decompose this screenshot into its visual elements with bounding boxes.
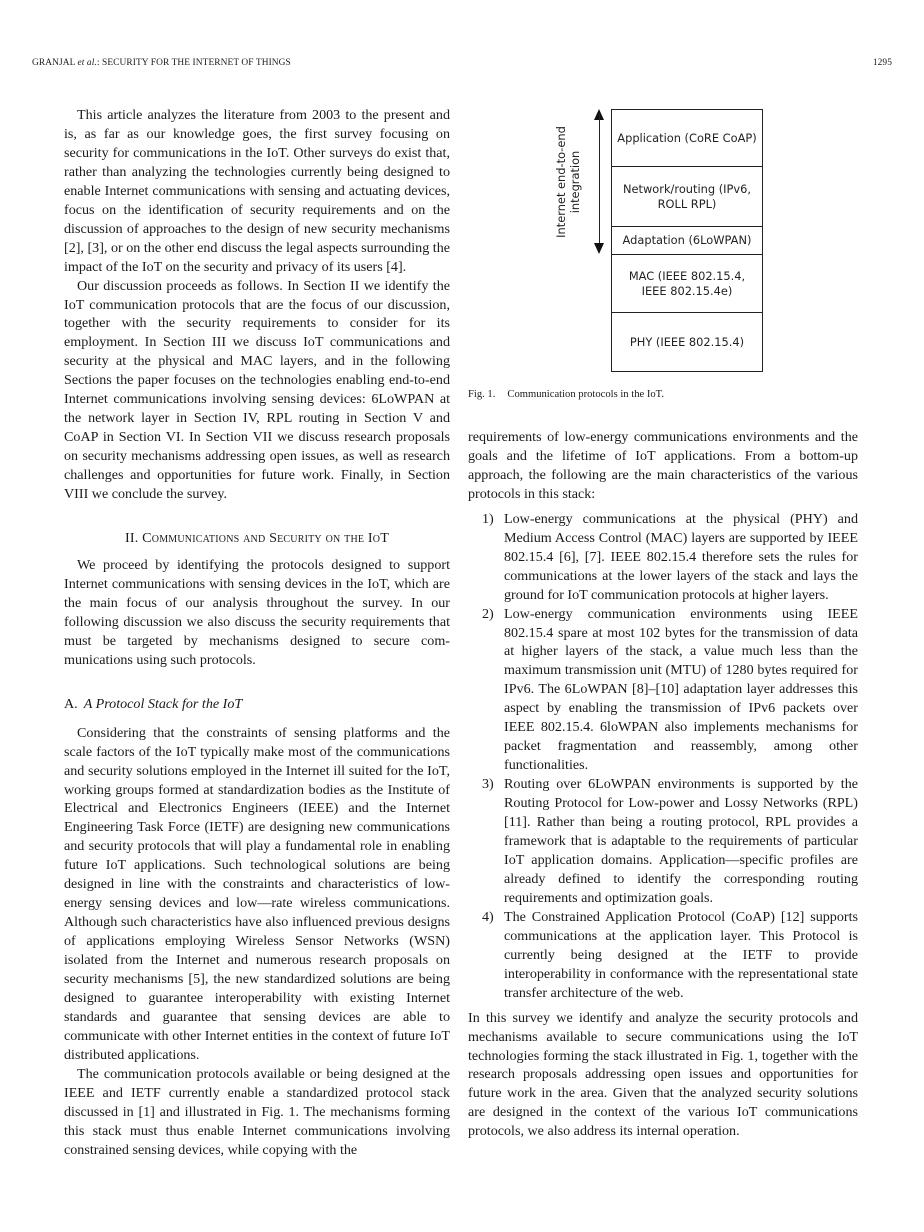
layer-application: Application (CoRE CoAP) <box>612 110 762 167</box>
subsection-title: A Protocol Stack for the IoT <box>83 695 243 712</box>
protocol-stack <box>611 109 763 372</box>
protocol-stack-figure: Internet end-to-end integration Application (CoRE CoAP) Network/routing (IPv6, ROLL RPL) Adaptation (6LoWPAN) MAC (IEEE 802.15.4, IEEE 802.15.4e) PHY (IEEE 802.15.4) <box>550 100 780 380</box>
layer-phy: PHY (IEEE 802.15.4) <box>629 334 745 349</box>
arrow-shaft <box>599 114 600 250</box>
page-number: 1295 <box>872 58 892 68</box>
running-title: GRANJAL et al.: SECURITY FOR THE INTERNET OF THINGS <box>32 58 291 68</box>
list-item: 4) The Constrained Application Protocol (CoAP) [12] supports communications at the application layer. This Protocol is currently being designed at the IETF to provide interoperability in conformance with the representational state transfer architecture of the web. <box>482 908 858 1001</box>
list-item: 1) Low-energy communications at the physical (PHY) and Medium Access Control (MAC) layers are supported by IEEE 802.15.4 [6], [7]. IEEE 802.15.4 therefore sets the rules for communications at the lower layers of the stack and lays the ground for IoT communication protocols at higher layers. <box>482 510 858 603</box>
right-column <box>468 428 858 1141</box>
paragraph-section-intro: We proceed by identifying the protocols designed to support Internet communications with sensing devices in the IoT, which are the main focus of our analysis throughout the survey. In our following discussion we also discuss the security requirements that must be targeted by mechanisms designed to secure communications using such protocols. <box>64 556 450 668</box>
figure-label: Fig. 1. <box>468 389 496 400</box>
layer-adaptation: Adaptation (6LoWPAN) <box>612 227 762 255</box>
layer-network-routing: Network/routing (IPv6, ROLL RPL) <box>612 167 762 227</box>
figure-caption-text: Communication protocols in the IoT. <box>507 389 664 400</box>
paragraph-intro-literature: This article analyzes the literature from 2003 to the present and is, as far as our knowledge goes, the first survey focusing on security for communications in the IoT. Other surveys do exist that, rather than analyzing the technologies currently being designed to enable Internet communications with sensing and actuating devices, focus on the identification of security requirements and on the discussion of approaches to the design of new security mechanisms [2], [3], or on the other end discuss the legal aspects surrounding the impact of the IoT on the security and privacy of its users [4]. <box>64 107 450 275</box>
running-header <box>32 58 892 68</box>
paragraph-protocol-stack: The communication protocols available or being designed at the IEEE and IETF currently enable a standardized protocol stack discussed in [1] and illustrated in Fig. 1. The mechanisms forming this stack must thus enable Internet communications involving constrained sensing devices, while copying with the <box>64 1065 450 1158</box>
subsection-heading: A. A Protocol Stack for the IoT <box>64 695 243 712</box>
layer-mac: MAC (IEEE 802.15.4, IEEE 802.15.4e) <box>612 255 762 313</box>
paragraph-requirements: requirements of low-energy communications environments and the goals and the lifetime of IoT applications. From a bottom-up approach, the following are the main characteristics of the various protocols in this stack: <box>468 429 858 502</box>
left-column <box>64 106 450 1160</box>
list-item: 2) Low-energy communication environments using IEEE 802.15.4 spare at most 102 bytes for the transmission of data at higher layers of the stack, a value much less than the maximum transmission unit (MTU) of 1280 bytes required for IPv6. The 6LoWPAN [8]–[10] adaptation layer addresses this aspect by enabling the transmission of IPv6 packets over IEEE 802.15.4. 6loWPAN also implements mechanisms for packet fragmentation and reassembly, among other functionalities. <box>482 605 858 774</box>
paragraph-survey-scope: In this survey we identify and analyze the security protocols and mechanisms available to secure communications using the IoT technologies forming the stack illustrated in Fig. 1, together with the research proposals addressing open issues and opportunities for future work in the area. Given that the analyzed security solutions are designed in the context of the various IoT communications protocols, we also address its internal operation. <box>468 1009 858 1140</box>
paragraph-constraints: Considering that the constraints of sensing platforms and the scale factors of the IoT typically make most of the communications and security solutions employed in the Internet ill suited for the IoT, working groups formed at standardization bodies as the Institute of Electrical and Electronics Engineers (IEEE) and the Internet Engineering Task Force (IETF) are designing new communications and security protocols that will play a fundamental role in enabling future IoT applications. Such technological solutions are being designed in line with the constraints and characteristics of low-energy sensing devices and low—rate wireless communications. Although such characteristics have also influenced previous designs of applications employing Wireless Sensor Networks (WSN) isolated from the Internet and numerous research proposals on security mechanisms [5], the new standardized solutions are being designed to guarantee interoperability with existing Internet standards and guarantee that sensing devices are able to communicate with other Internet entities in the context of future IoT distributed applications. <box>64 724 450 1063</box>
section-heading: II. Communications and Security on the IoT <box>124 530 390 547</box>
figure-caption <box>468 389 664 400</box>
arrow-down-icon <box>594 243 604 254</box>
list-item: 3) Routing over 6LoWPAN environments is supported by the Routing Protocol for Low-power and Lossy Networks (RPL) [11]. Rather than being a routing protocol, RPL provides a framework that is adaptable to the requirements of particular IoT application domains. Application—specific profiles are already defined to identify the corresponding routing requirements and optimization goals. <box>482 776 858 906</box>
protocol-characteristics-list <box>468 510 858 1003</box>
paragraph-organization: Our discussion proceeds as follows. In Section II we identify the IoT communication protocols that are the focus of our discussion, together with the security requirements to consider for its employment. In Section III we discuss IoT communications and security at the physical and MAC layers, and in the following Sections the paper focuses on the technologies enabling end-to-end Internet communications involving sensing devices: 6LoWPAN at the network layer in Section IV, RPL routing in Section V and CoAP in Section VI. In Section VII we discuss research proposals on security mechanisms addressing open issues, as well as research challenges and opportunities for future work. Finally, in Section VIII we conclude the survey. <box>64 277 450 503</box>
